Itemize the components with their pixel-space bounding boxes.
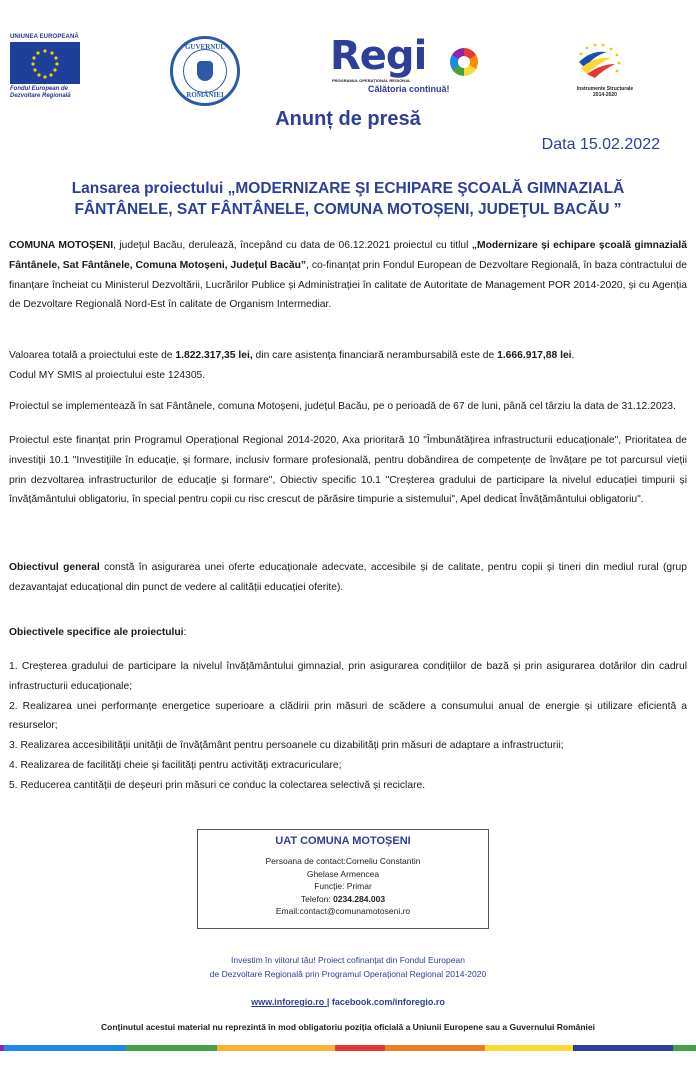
implementation-paragraph: Proiectul se implementează în sat Fântânele, comuna Motoșeni, județul Bacău, pe o perioadă de 67 de luni, până cel târziu la data de 31.12.2023.	[9, 401, 676, 412]
structural-instruments-text	[565, 86, 645, 98]
gov-seal-top-text: GUVERNUL	[184, 43, 226, 51]
structural-instruments-icon	[577, 42, 623, 82]
stripe-segment	[4, 1045, 126, 1051]
romanian-government-seal-icon	[170, 36, 240, 106]
contact-box	[197, 829, 489, 929]
link-separator: |	[326, 997, 332, 1007]
value-text-2: din care asistența financiară nerambursabilă este de	[252, 350, 498, 361]
color-stripe-divider	[0, 1045, 696, 1051]
smis-code: Codul MY SMIS al proiectului este 124305.	[9, 370, 206, 381]
value-text-1: Valoarea totală a proiectului este de	[9, 350, 176, 361]
phone-number: 0234.284.003	[333, 893, 386, 904]
facebook-link[interactable]: facebook.com/inforegio.ro	[331, 997, 445, 1007]
eu-fund-text-2: Dezvoltare Regională	[10, 93, 71, 99]
colon: :	[183, 627, 187, 638]
grant-value: 1.666.917,88 lei	[497, 350, 572, 361]
general-objective-paragraph	[9, 558, 687, 598]
objective-item: 3. Realizarea accesibilității unității de învățământ pentru persoanele cu dizabilități prin măsuri de adaptare a infrastructurii;	[9, 740, 564, 752]
si-text-1: Instrumente Structurale	[576, 86, 634, 92]
regio-wordmark: Regi	[330, 33, 427, 79]
phone-label: Telefon:	[300, 893, 334, 904]
structural-instruments-logo	[565, 34, 675, 104]
contact-person-2: Ghelase Armencea	[306, 868, 380, 879]
objectives-list	[9, 657, 687, 796]
regio-logo	[330, 33, 480, 100]
beneficiary-name: COMUNA MOTOȘENI	[9, 240, 114, 251]
invest-line-2: de Dezvoltare Regională prin Programul Operațional Regional 2014-2020	[209, 969, 487, 979]
eu-fund-text-1: Fondul European de	[10, 86, 68, 92]
eu-logo	[10, 34, 82, 100]
headline-line-1: Lansarea proiectului „MODERNIZARE ŞI ECHIPARE ŞCOALĂ GIMNAZIALĂ	[71, 180, 625, 197]
coat-of-arms-icon	[197, 61, 213, 81]
intro-text-2: , co-finanțat prin Fondul European de Dezvoltare Regională, în baza contractului de finanțare încheiat cu Ministerul Dezvoltării, Lucrărilor Publice și Administrației în calitate de Autoritate de Management POR 2014-2020, și cu Agenția de Dezvoltare Regională Nord-Est în calitate de Organism Intermediar.	[9, 259, 687, 311]
press-release-date: Data 15.02.2022	[541, 136, 660, 153]
stripe-segment	[485, 1045, 573, 1051]
eu-logo-top-text: UNIUNEA EUROPEANĂ	[10, 34, 79, 40]
eu-flag-icon	[10, 42, 80, 84]
contact-phone	[198, 893, 488, 906]
stripe-segment	[573, 1045, 673, 1051]
regio-program-text: PROGRAMUL OPERAȚIONAL REGIONAL	[332, 78, 411, 83]
stripe-segment	[217, 1045, 335, 1051]
regio-tagline: Călătoria continuă!	[368, 84, 450, 94]
footer-links	[0, 997, 696, 1007]
stripe-segment	[673, 1045, 696, 1051]
value-paragraph	[9, 346, 687, 366]
general-objective-label: Obiectivul general	[9, 562, 100, 573]
general-objective-text: constă în asigurarea unei oferte educaționale adecvate, accesibile și de calitate, pentru copii și tineri din mediul rural (grup dezavantajat educațional din punct de vedere al calității educației oferite).	[9, 562, 687, 593]
intro-paragraph	[9, 236, 687, 315]
contact-email: Email:contact@comunamotoseni.ro	[275, 906, 411, 916]
objective-item: 5. Reducerea cantității de deșeuri prin măsuri ce conduc la colectarea selectivă și reciclare.	[9, 779, 426, 791]
intro-text-1: , județul Bacău, derulează, începând cu data de 06.12.2021 proiectul cu titlul	[113, 240, 472, 251]
financing-paragraph: Proiectul este finanțat prin Programul Operațional Regional 2014-2020, Axa prioritară 10 "Îmbunătățirea infrastructurii educaționale", Prioritatea de investiții 10.1 "Investițiile în educație, și formare, inclusiv formare profesională, pentru dobândirea de competențe de învățare pe tot parcursul vieții prin dezvoltarea infrastructurilor de educație și formare", Obiectiv specific 10.1 "Creșterea gradului de participare la nivelul educației timpurii și învățământului obligatoriu, în special pentru copii cu risc crescut de părăsire timpurie a sistemului", Apel dedicat Învățământului obligatoriu".	[9, 435, 687, 506]
value-text-3: .	[571, 350, 575, 361]
objective-item: 2. Realizarea unei performanțe energetice superioare a clădirii prin măsuri de scădere a consumului anual de energie și utilizare eficientă a resurselor;	[9, 700, 687, 732]
project-headline	[40, 178, 656, 220]
objective-item: 4. Realizarea de facilități cheie și facilități pentru activități extracuriculare;	[9, 759, 342, 771]
eu-logo-bottom-text	[10, 86, 82, 100]
investment-statement	[0, 953, 696, 981]
specific-objectives-heading	[9, 623, 687, 643]
inforegio-website-link[interactable]: www.inforegio.ro	[251, 997, 327, 1007]
stripe-segment	[385, 1045, 485, 1051]
si-text-2: 2014-2020	[593, 92, 617, 98]
stripe-segment	[126, 1045, 217, 1051]
project-title-bold: „Modernizare și echipare școală gimnazială Fântânele, Sat Fântânele, Comuna Motoșeni, Județul Bacău”	[9, 240, 687, 271]
contact-function: Funcție: Primar	[314, 881, 372, 891]
specific-objectives-label: Obiectivele specifice ale proiectului	[9, 627, 184, 638]
contact-person-1: Persoana de contact:Corneliu Constantin	[265, 856, 421, 866]
contact-title: UAT COMUNA MOTOȘENI	[275, 835, 411, 847]
headline-line-2: FÂNTÂNELE, SAT FÂNTÂNELE, COMUNA MOTOȘENI, JUDEŢUL BACĂU ”	[74, 201, 622, 218]
objective-item: 1. Creșterea gradului de participare la nivelul învățământului gimnazial, prin asigurarea condițiilor de bază și prin asigurarea dotărilor din cadrul infrastructurii educaționale;	[9, 661, 687, 692]
gov-seal-bottom-text: ROMÂNIEI	[186, 91, 224, 99]
total-value: 1.822.317,35 lei,	[175, 350, 253, 361]
stripe-segment	[335, 1045, 385, 1051]
regio-color-wheel-icon	[450, 48, 478, 76]
page-title: Anunț de presă	[275, 108, 421, 130]
disclaimer: Conținutul acestui material nu reprezintă în mod obligatoriu poziția oficială a Uniunii Europene sau a Guvernului României	[100, 1022, 595, 1032]
invest-line-1: Investim în viitorul tău! Proiect cofinanțat din Fondul European	[231, 955, 465, 965]
